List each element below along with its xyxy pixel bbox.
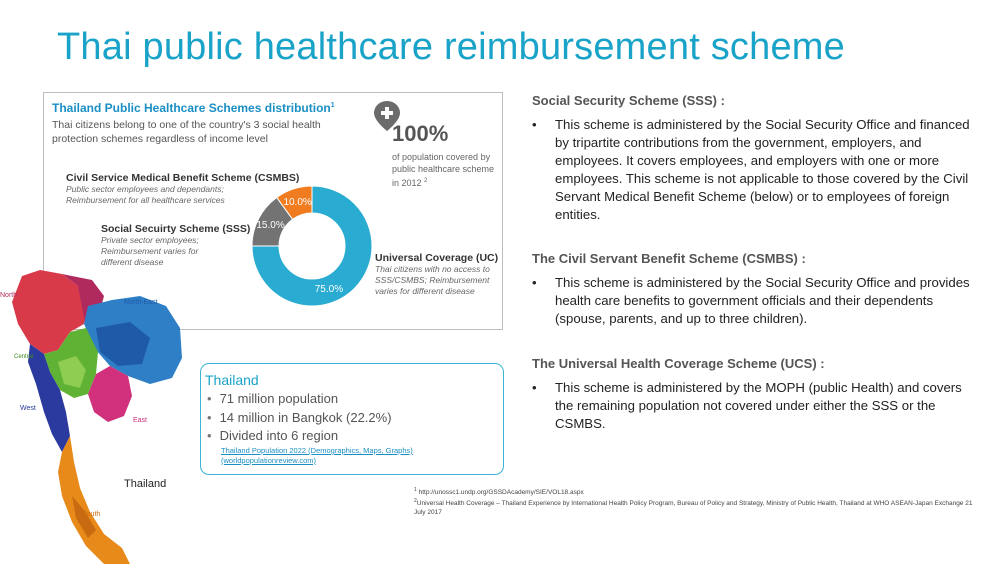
footnote-1: $^1$ http://unossc1.undp.org/GSSDAcademy/SIE/VOL18.aspx [414,487,584,497]
link-line-1[interactable]: Thailand Population 2022 (Demographics, Maps, Graphs) [221,446,413,455]
ucs-section-body [532,379,972,433]
list-item: • 71 million population [207,390,392,409]
sss-description: Private sector employees; Reimbursement varies for different disease [101,235,199,267]
bullet-icon: • [532,380,537,395]
infographic-heading: Thailand Public Healthcare Schemes distribution$^1$ [52,101,335,115]
csmbs-description: Public sector employees and dependants; Reimbursement for all healthcare services [66,184,225,205]
thailand-summary-box [200,363,504,475]
csmbs-section-text: This scheme is administered by the Social Security Office and provides health care benefits to government officials and their dependents (spouse, parents, and up to three children). [555,275,970,326]
csmbs-section-heading: The Civil Servant Benefit Scheme (CSMBS) : [532,251,806,266]
map-label-north: North [0,292,18,299]
sss-label: Social Secuirty Scheme (SSS) [101,223,251,235]
ucs-section-heading: The Universal Health Coverage Scheme (UCS) : [532,356,825,371]
infographic-subheading: Thai citizens belong to one of the country's 3 social health protection schemes regardless of income level [52,119,321,145]
thailand-region-map [0,266,186,565]
map-label-south: South [82,511,101,518]
donut-label-uc: 75.0% [314,283,344,295]
list-item: • 14 million in Bangkok (22.2%) [207,409,392,428]
map-label-northeast: North-East [124,299,158,306]
footnote-2: $^2$Universal Health Coverage – Thailand Experience by International Health Policy Program, Bureau of Policy and Strategy, Ministry of Public Health, Thailand at WHO ASEAN-Japan Exchange 21 July 2017 [414,498,973,517]
coverage-description: of population covered by public healthcare scheme in 2012 $^2$ [392,152,495,188]
bullet-icon: • [532,117,537,132]
map-label-east: East [133,417,148,424]
south-region [58,436,130,564]
footnotes [414,486,974,517]
sss-section-body [532,116,972,224]
thailand-box-title: Thailand [205,372,259,388]
uc-label: Universal Coverage (UC) [375,252,499,264]
map-label-central: Central [14,354,34,360]
sss-section-heading: Social Security Scheme (SSS) : [532,93,725,108]
map-label-thailand: Thailand [124,478,167,490]
donut-label-csmbs: 10.0% [283,196,312,208]
schemes-donut-chart [251,185,373,307]
csmbs-section-body [532,274,972,328]
sss-legend [101,223,271,268]
csmbs-label: Civil Service Medical Benefit Scheme (CSMBS) [66,172,300,184]
population-source-link[interactable] [221,446,413,465]
link-line-2[interactable]: (worldpopulationreview.com) [221,455,317,465]
bullet-icon: • [532,275,537,290]
uc-description: Thai citizens with no access to SSS/CSMBS; Reimbursement varies for different disease [375,264,490,296]
sss-section-text: This scheme is administered by the Social Security Office and financed by tripartite contributions from the government, employers, and employees. It covers employees, and employers with one or more employees. This scheme is not applicable to those covered by the Civil Servant Medical Benefit Scheme (below) or to employees of foreign entities. [555,117,970,222]
coverage-value: 100% [392,121,449,146]
page-title: Thai public healthcare reimbursement scheme [57,26,845,68]
uc-legend [375,252,505,297]
donut-label-sss: 15.0% [256,219,285,231]
ucs-section-text: This scheme is administered by the MOPH (public Health) and covers the remaining population not covered under either the SSS or the CSMBS. [555,380,962,431]
thailand-facts-list [207,390,392,446]
map-label-west: West [20,405,36,412]
list-item: • Divided into 6 region [207,427,392,446]
